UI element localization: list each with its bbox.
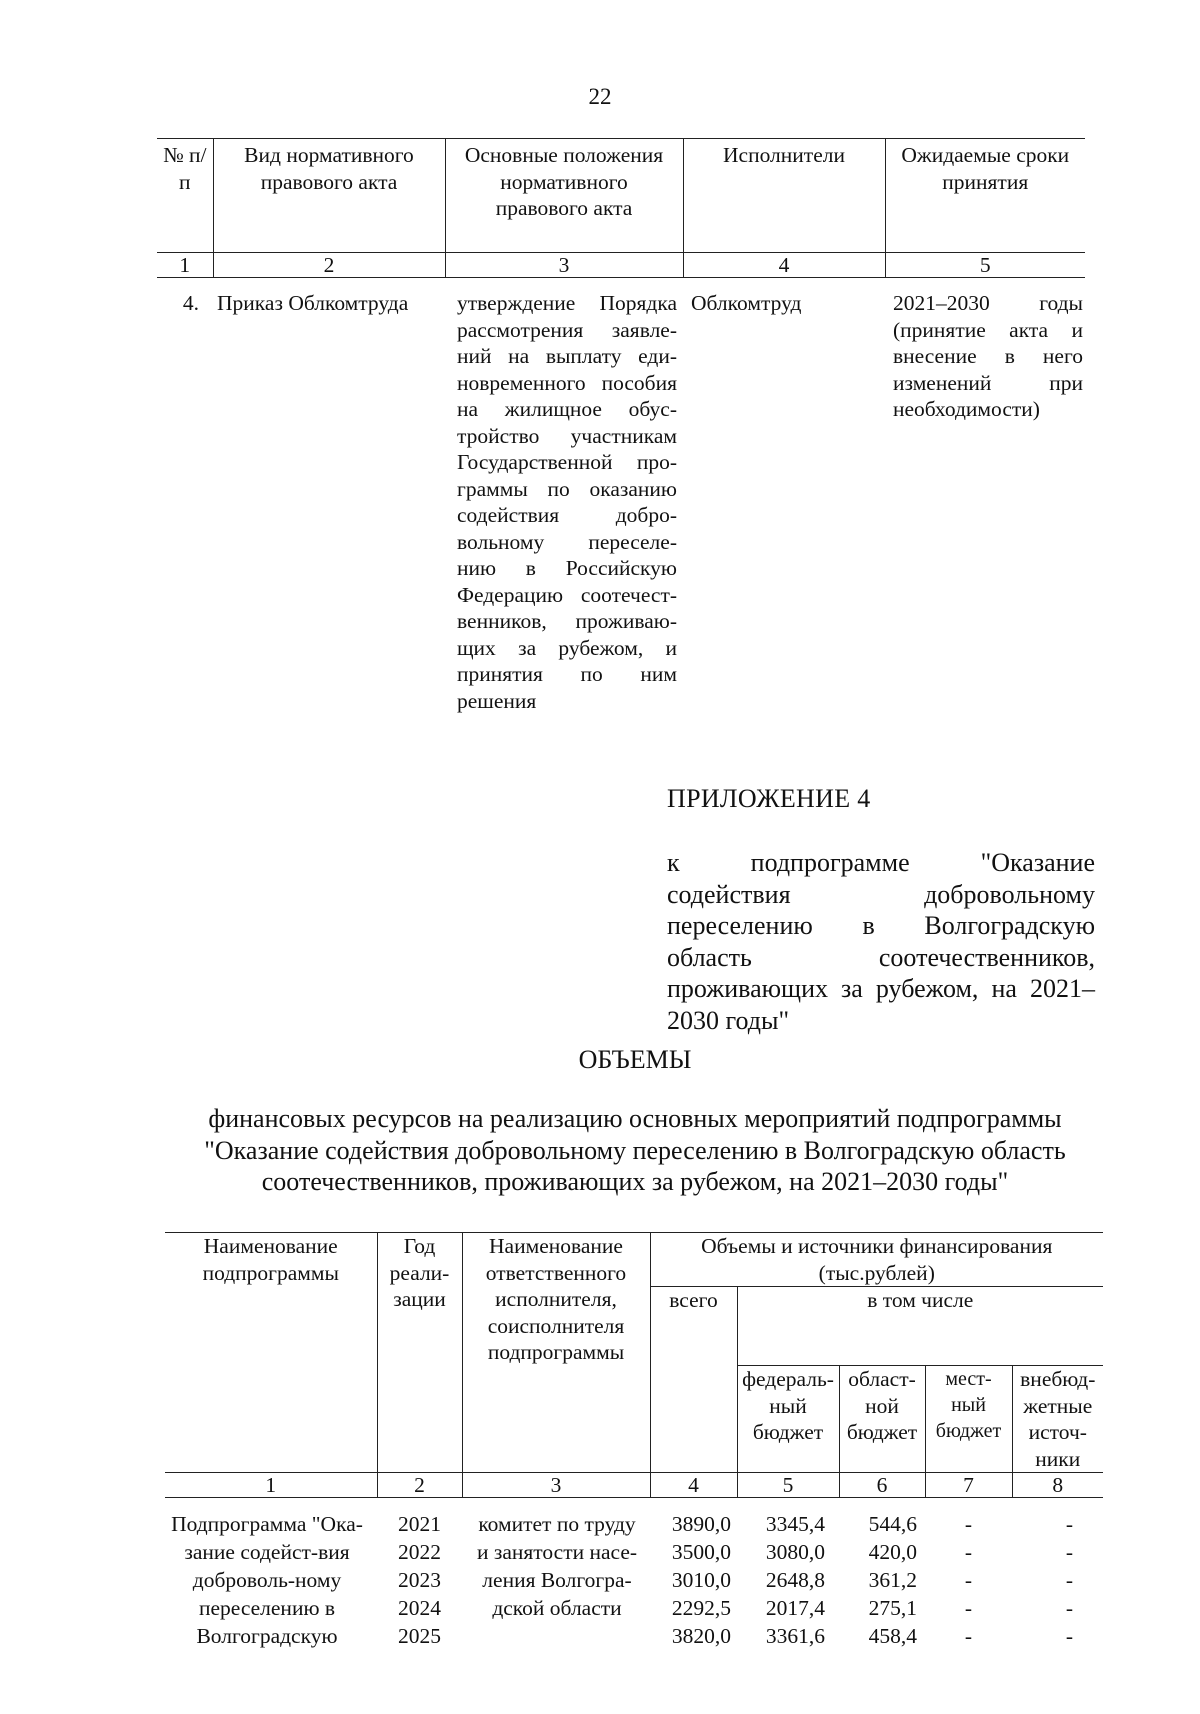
- year-cell: 2023: [398, 1568, 441, 1592]
- regional-cell: 544,6: [868, 1512, 917, 1536]
- header-regional: област-ной бюджет: [839, 1366, 925, 1473]
- col-number: 4: [683, 253, 885, 278]
- col-number: 6: [839, 1473, 925, 1498]
- subprogram-name: Подпрограмма "Ока-зание содейст-вия доброволь-ному переселению в Волгоградскую: [171, 1512, 363, 1648]
- regional-cell: 420,0: [868, 1540, 917, 1564]
- extra-cell: -: [1065, 1540, 1074, 1564]
- year-cell: 2024: [398, 1596, 441, 1620]
- regional-cell: 458,4: [868, 1624, 917, 1648]
- extra-cell: -: [1065, 1596, 1074, 1620]
- federal-cell: 2648,8: [765, 1568, 825, 1592]
- local-cell: -: [964, 1540, 973, 1564]
- header-total: всего: [650, 1287, 737, 1473]
- appendix-title: ПРИЛОЖЕНИЕ 4: [667, 784, 871, 813]
- header-including: в том числе: [737, 1287, 1103, 1366]
- federal-cell: 3361,6: [765, 1624, 825, 1648]
- row-terms: 2021–2030 годы (принятие акта и внесение в него изменений при необходимости): [893, 291, 1083, 421]
- federal-cell: 3080,0: [765, 1540, 825, 1564]
- header-federal: федераль-ный бюджет: [737, 1366, 839, 1473]
- header-executor: Наименование ответственного исполнителя, соисполнителя подпрограммы: [462, 1233, 650, 1366]
- col-number: 8: [1012, 1473, 1103, 1498]
- header-executors: Исполнители: [683, 139, 885, 253]
- header-funding: Объемы и источники финансирования (тыс.рублей): [650, 1233, 1103, 1287]
- col-number: 3: [445, 253, 683, 278]
- extra-cell: -: [1065, 1624, 1074, 1648]
- col-number: 5: [885, 253, 1085, 278]
- total-cell: 2292,5: [671, 1596, 731, 1620]
- total-cell: 3890,0: [671, 1512, 731, 1536]
- header-provisions: Основные положения нормативного правового акта: [445, 139, 683, 253]
- funding-table: [165, 1232, 1103, 1650]
- col-number: 3: [462, 1473, 650, 1498]
- col-number: 4: [650, 1473, 737, 1498]
- header-year: Год реали-зации: [377, 1233, 462, 1366]
- normative-acts-table: [157, 138, 1085, 714]
- header-terms: Ожидаемые сроки принятия: [885, 139, 1085, 253]
- header-act-type: Вид нормативного правового акта: [213, 139, 445, 253]
- col-number: 5: [737, 1473, 839, 1498]
- table-row: [157, 288, 1085, 714]
- page-number: 22: [588, 84, 612, 109]
- local-cell: -: [964, 1596, 973, 1620]
- total-cell: 3500,0: [671, 1540, 731, 1564]
- row-provisions: утверждение Порядка рассмотрения заявле-ний на выплату еди-новременного пособия на жилищное обус-тройство участникам Государственной про-граммы по оказанию содействия добро-вольному переселе-нию в Российскую Федерацию соотечест-венников, проживаю-щих за рубежом, и принятия по ним решения: [457, 291, 677, 713]
- year-cell: 2021: [398, 1512, 441, 1536]
- col-number: 1: [165, 1473, 377, 1498]
- volumes-subtitle: финансовых ресурсов на реализацию основных мероприятий подпрограммы "Оказание содействия добровольному переселению в Волгоградскую область соотечественников, проживающих за рубежом, на 2021–2030 годы": [204, 1104, 1066, 1196]
- executor-name: комитет по труду и занятости насе-ления Волгогра-дской области: [476, 1512, 638, 1620]
- volumes-title: ОБЪЕМЫ: [578, 1045, 692, 1074]
- year-cell: 2022: [398, 1540, 441, 1564]
- local-cell: -: [964, 1512, 973, 1536]
- col-number: 7: [925, 1473, 1012, 1498]
- header-subprogram: Наименование подпрограммы: [165, 1233, 377, 1366]
- extra-cell: -: [1065, 1568, 1074, 1592]
- federal-cell: 2017,4: [765, 1596, 825, 1620]
- year-cell: 2025: [398, 1624, 441, 1648]
- table-row: [165, 1510, 1103, 1650]
- col-number: 2: [213, 253, 445, 278]
- col-number: 2: [377, 1473, 462, 1498]
- federal-cell: 3345,4: [765, 1512, 825, 1536]
- appendix-subtitle: к подпрограмме "Оказание содействия добровольному переселению в Волгоградскую область соотечественников, проживающих за рубежом, на 2021–2030 годы": [667, 848, 1095, 1035]
- local-cell: -: [964, 1568, 973, 1592]
- local-cell: -: [964, 1624, 973, 1648]
- row-executors: Облкомтруд: [691, 291, 802, 315]
- header-num: № п/п: [157, 139, 213, 253]
- row-act-type: Приказ Облкомтруда: [217, 291, 409, 315]
- header-local: мест-ный бюджет: [925, 1366, 1012, 1473]
- regional-cell: 275,1: [868, 1596, 917, 1620]
- header-extrabudget: внебюд-жетные источ-ники: [1012, 1366, 1103, 1473]
- extra-cell: -: [1065, 1512, 1074, 1536]
- col-number: 1: [157, 253, 213, 278]
- total-cell: 3010,0: [671, 1568, 731, 1592]
- total-cell: 3820,0: [671, 1624, 731, 1648]
- row-number: 4.: [182, 291, 199, 315]
- regional-cell: 361,2: [868, 1568, 917, 1592]
